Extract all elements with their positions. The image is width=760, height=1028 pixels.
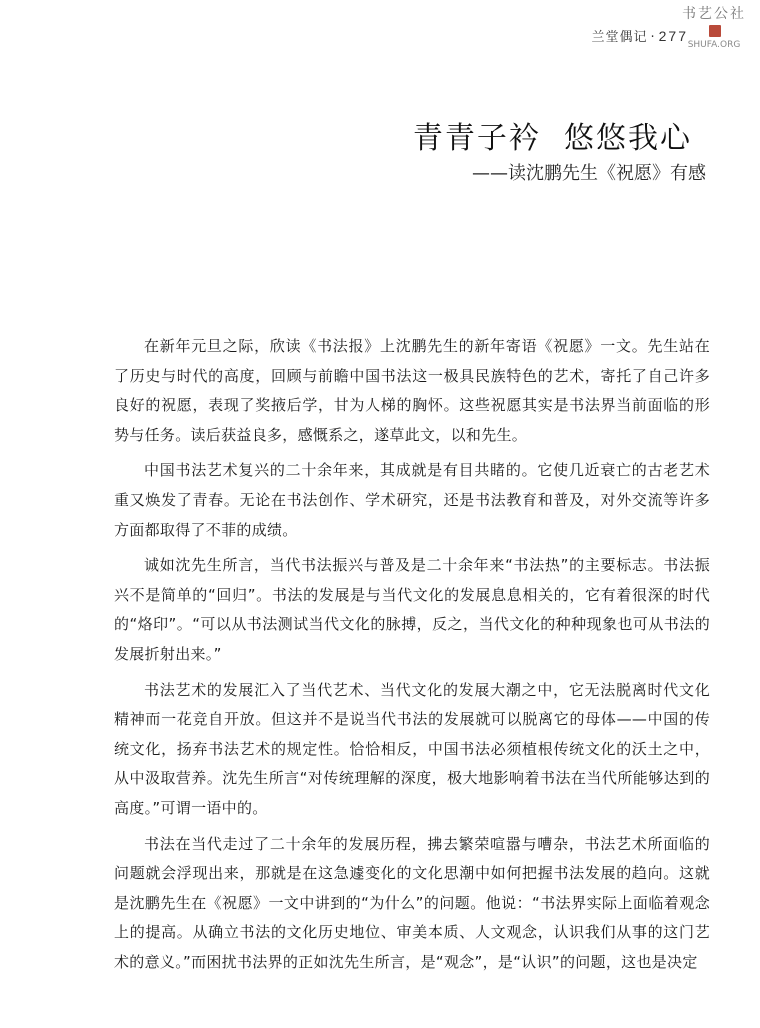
watermark-logo xyxy=(676,6,752,40)
watermark-title: 书艺公社 xyxy=(682,6,746,22)
seal-icon xyxy=(709,25,721,37)
article-body xyxy=(114,332,710,983)
site-watermark xyxy=(676,6,752,50)
running-header xyxy=(591,26,688,45)
watermark-site: SHUFA.ORG xyxy=(687,39,741,50)
paragraph: 中国书法艺术复兴的二十余年来，其成就是有目共睹的。它使几近衰亡的古老艺术重又焕发了青春。无论在书法创作、学术研究，还是书法教育和普及，对外交流等许多方面都取得了不菲的成绩。 xyxy=(114,461,710,539)
article-subtitle: ——读沈鹏先生《祝愿》有感 xyxy=(472,163,706,184)
page-number: 277 xyxy=(658,28,688,44)
header-separator: · xyxy=(650,30,656,45)
paragraph: 书法在当代走过了二十余年的发展历程，拂去繁荣喧嚣与嘈杂，书法艺术所面临的问题就会浮现出来，那就是在这急遽变化的文化思潮中如何把握书法发展的趋向。这就是沈鹏先生在《祝愿》一文中讲到的“为什么”的问题。他说：“书法界实际上面临着观念上的提高。从确立书法的文化历史地位、审美本质、人文观念，认识我们从事的这门艺术的意义。”而困扰书法界的正如沈先生所言，是“观念”，是“认识”的问题，这也是决定 xyxy=(114,834,710,971)
paragraph: 书法艺术的发展汇入了当代艺术、当代文化的发展大潮之中，它无法脱离时代文化精神而一花竞自开放。但这并不是说当代书法的发展就可以脱离它的母体——中国的传统文化，扬弃书法艺术的规定性。恰恰相反，中国书法必须植根传统文化的沃土之中，从中汲取营养。沈先生所言“对传统理解的深度，极大地影响着书法在当代所能够达到的高度。”可谓一语中的。 xyxy=(114,680,710,817)
article-title: 青青子衿 悠悠我心 xyxy=(412,121,692,156)
section-title: 兰堂偶记 xyxy=(591,30,648,45)
paragraph: 在新年元旦之际，欣读《书法报》上沈鹏先生的新年寄语《祝愿》一文。先生站在了历史与时代的高度，回顾与前瞻中国书法这一极具民族特色的艺术，寄托了自己许多良好的祝愿，表现了奖掖后学，甘为人梯的胸怀。这些祝愿其实是书法界当前面临的形势与任务。读后获益良多，感慨系之，遂草此文，以和先生。 xyxy=(114,337,710,444)
paragraph: 诚如沈先生所言，当代书法振兴与普及是二十余年来“书法热”的主要标志。书法振兴不是简单的“回归”。书法的发展是与当代文化的发展息息相关的，它有着很深的时代的“烙印”。“可以从书法测试当代文化的脉搏，反之，当代文化的种种现象也可从书法的发展折射出来。” xyxy=(114,556,710,663)
